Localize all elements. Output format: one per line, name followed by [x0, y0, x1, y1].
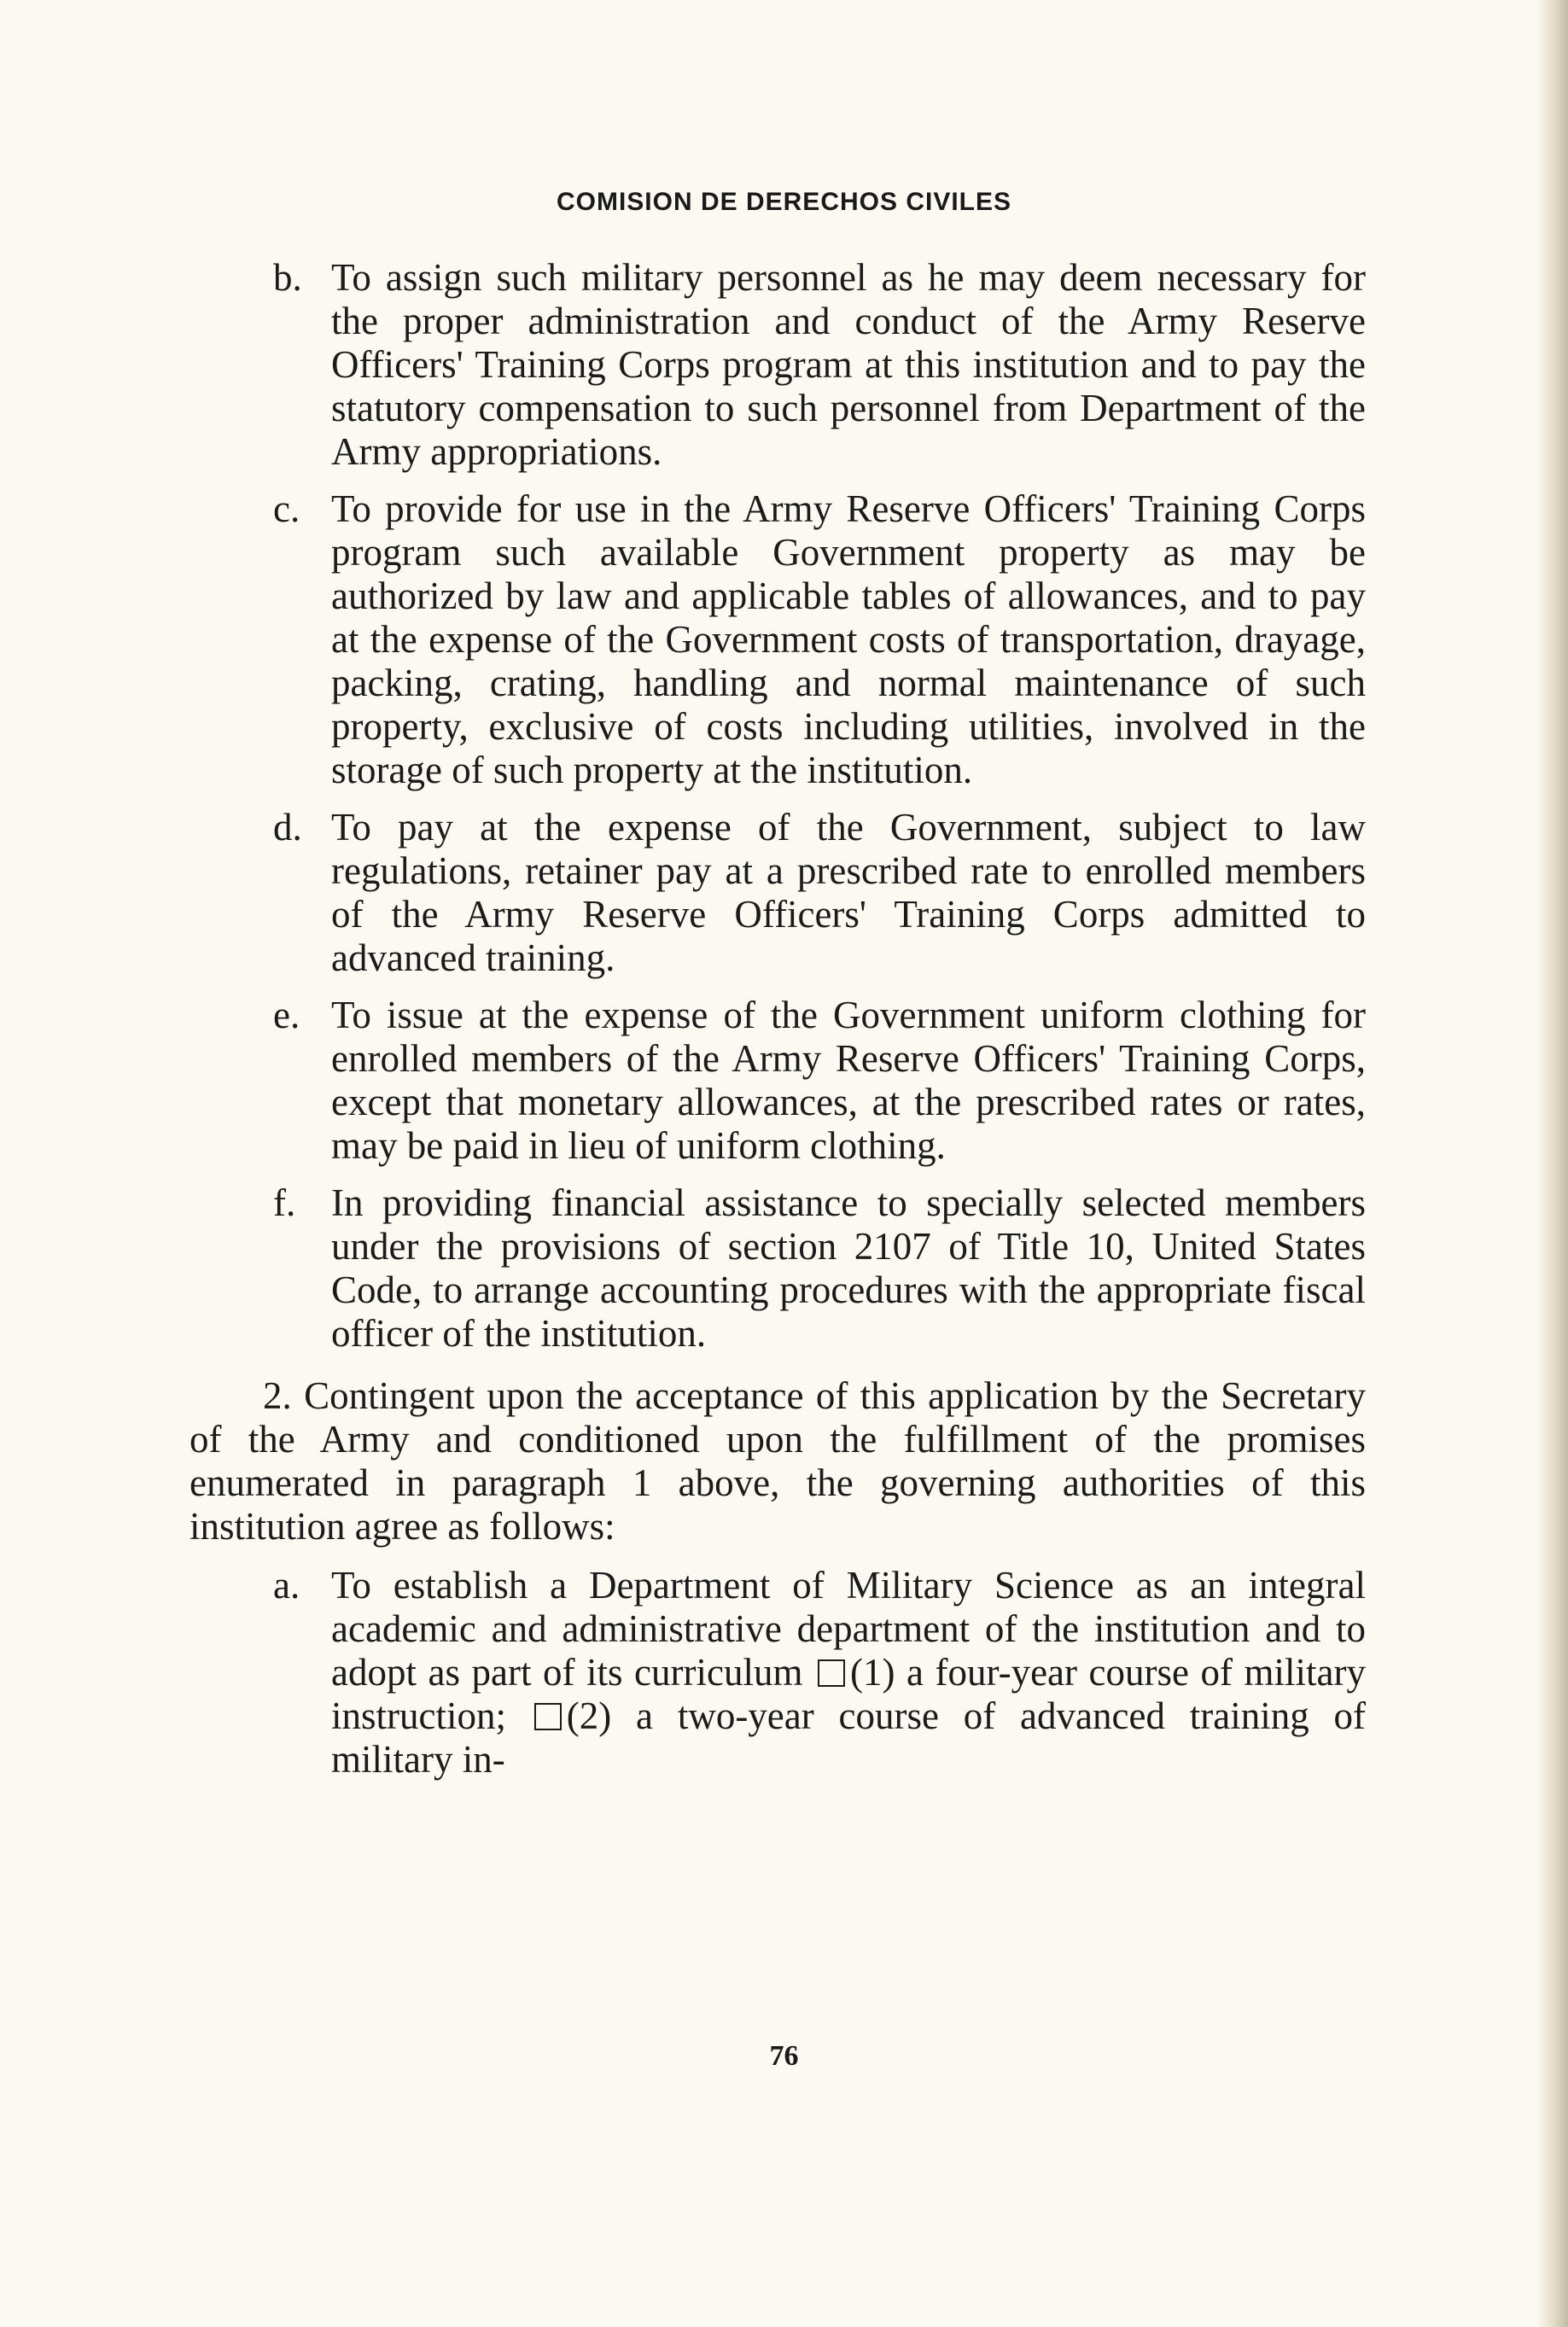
item-marker: c. [273, 487, 300, 530]
checkbox-four-year-course[interactable] [818, 1659, 845, 1687]
paragraph-2: 2. Contingent upon the acceptance of this application by the Secretary of the Army and conditioned upon the fulfillment of the promises enumerated in paragraph 1 above, the governing authorities of this institution agree as follows: [189, 1374, 1366, 1548]
item-marker: b. [273, 256, 302, 299]
checkbox-two-year-course[interactable] [534, 1703, 562, 1730]
page-edge-shadow [1537, 0, 1568, 2327]
option-two-year-label: (2) a two-year course of advanced training of military in- [331, 1694, 1366, 1781]
list-item-d [189, 806, 1366, 980]
page-body [189, 256, 1366, 1795]
option-four-year-label: (1) a four-year course of military instruction; [331, 1651, 1366, 1737]
item-marker: f. [273, 1181, 296, 1224]
list-item-a [189, 1564, 1366, 1782]
item-text: To establish a Department of Military Science as an integral academic and administrative department of the institution and to adopt as part of its curriculum [331, 1564, 1366, 1694]
list-item-e [189, 994, 1366, 1168]
list-item-c [189, 487, 1366, 792]
item-marker: e. [273, 994, 300, 1036]
item-marker: d. [273, 806, 302, 849]
page-number: 76 [769, 2040, 799, 2072]
item-text: To assign such military personnel as he may deem necessary for the proper administration and conduct of the Army Reserve Officers' Training Corps program at this institution and to pay the statutory compensation to such personnel from Department of the Army appropriations. [331, 256, 1366, 473]
item-text: To issue at the expense of the Government uniform clothing for enrolled members of the Army Reserve Officers' Training Corps, except that monetary allowances, at the prescribed rates or rates, may be paid in lieu of uniform clothing. [331, 994, 1366, 1167]
item-text: In providing financial assistance to specially selected members under the provisions of section 2107 of Title 10, United States Code, to arrange accounting procedures with the appropriate fiscal officer of the institution. [331, 1181, 1366, 1355]
list-item-f [189, 1181, 1366, 1356]
running-head: COMISION DE DERECHOS CIVILES [556, 188, 1012, 216]
item-text: To provide for use in the Army Reserve Officers' Training Corps program such available Government property as may be authorized by law and applicable tables of allowances, and to pay at the expense of the Government costs of transportation, drayage, packing, crating, handling and normal maintenance of such property, exclusive of costs including utilities, involved in the storage of such property at the institution. [331, 487, 1366, 791]
item-text: To pay at the expense of the Government, subject to law regulations, retainer pay at a prescribed rate to enrolled members of the Army Reserve Officers' Training Corps admitted to advanced training. [331, 806, 1366, 979]
list-item-b [189, 256, 1366, 474]
item-marker: a. [273, 1564, 300, 1607]
